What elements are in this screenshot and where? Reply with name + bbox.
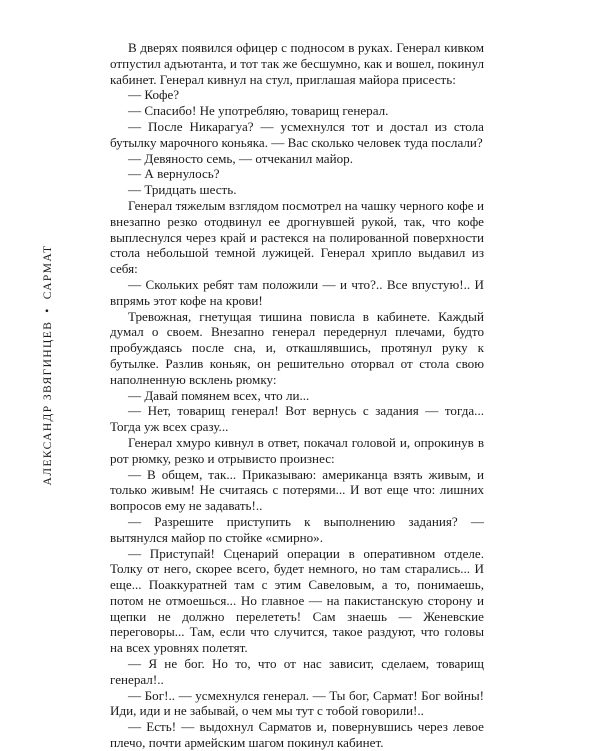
- paragraph: — Я не бог. Но то, что от нас зависит, сделаем, товарищ генерал!..: [110, 656, 484, 687]
- paragraph: — Нет, товарищ генерал! Вот вернусь с задания — тогда... Тогда уж всех сразу...: [110, 403, 484, 435]
- paragraph: — Кофе?: [128, 87, 180, 103]
- running-header: [28, 40, 68, 690]
- paragraph: — Приступай! Сценарий операции в оперативном отделе. Толку от него, скорее всего, будет немного, но там старались... И еще... Поаккуратней там с этим Савеловым, а то, понимаешь, потом не отмоешься... Но главное — на пакистанскую сторону и щепки не должно перелететь! Сам знаешь — Женевские переговоры... Там, если что случится, такое раздуют, что головы на всех уровнях полетят.: [110, 545, 484, 656]
- paragraph: Генерал хмуро кивнул в ответ, покачал головой и, опрокинув в рот рюмку, резко и отрывисто произнес:: [110, 434, 484, 466]
- paragraph: — Разрешите приступить к выполнению задания? — вытянулся майор по стойке «смирно».: [110, 513, 484, 545]
- paragraph: В дверях появился офицер с подносом в руках. Генерал кивком отпустил адъютанта, и тот так же бесшумно, как и вошел, покинул кабинет. Генерал кивнул на стул, приглашая майора присесть:: [110, 40, 484, 87]
- running-header-book-title: САРМАТ: [42, 244, 54, 300]
- page-body: [110, 40, 484, 751]
- paragraph: — Давай помянем всех, что ли...: [128, 387, 310, 403]
- paragraph: — После Никарагуа? — усмехнулся тот и достал из стола бутылку марочного коньяка. — Вас сколько человек туда послали?: [110, 118, 484, 150]
- paragraph: — А вернулось?: [128, 166, 220, 182]
- paragraph: Генерал тяжелым взглядом посмотрел на чашку черного кофе и внезапно резко отодвинул ее дрогнувшей рукой, так, что кофе выплеснулся через край и растекся на полированной поверхности стола небольшой темной лужицей. Генерал хрипло выдавил из себя:: [110, 197, 484, 277]
- paragraph: — Девяносто семь, — отчеканил майор.: [128, 150, 353, 166]
- running-header-separator: •: [42, 307, 54, 313]
- paragraph: — В общем, так... Приказываю: американца взять живым, и только живым! Не считаясь с потерями... И вот еще что: лишних вопросов ему не задавать!..: [110, 466, 484, 514]
- running-header-text: [42, 245, 54, 486]
- paragraph: — Есть! — выдохнул Сарматов и, повернувшись через левое плечо, почти армейским шагом покинул кабинет.: [110, 719, 484, 751]
- running-header-author: АЛЕКСАНДР ЗВЯГИНЦЕВ: [42, 320, 54, 486]
- paragraph: Тревожная, гнетущая тишина повисла в кабинете. Каждый думал о своем. Внезапно генерал передернул плечами, будто пробуждаясь после сна, и, откашлявшись, протянул руку к бутылке. Разлив коньяк, он решительно оторвал от стола свою наполненную всклень рюмку:: [110, 308, 484, 387]
- paragraph: — Бог!.. — усмехнулся генерал. — Ты бог, Сармат! Бог войны! Иди, иди и не забывай, о чем мы тут с тобой говорили!..: [110, 687, 484, 719]
- paragraph: — Тридцать шесть.: [128, 182, 237, 198]
- paragraph: — Скольких ребят там положили — и что?.. Все впустую!.. И впрямь этот кофе на крови!: [110, 276, 484, 308]
- paragraph: — Спасибо! Не употребляю, товарищ генерал.: [128, 103, 389, 119]
